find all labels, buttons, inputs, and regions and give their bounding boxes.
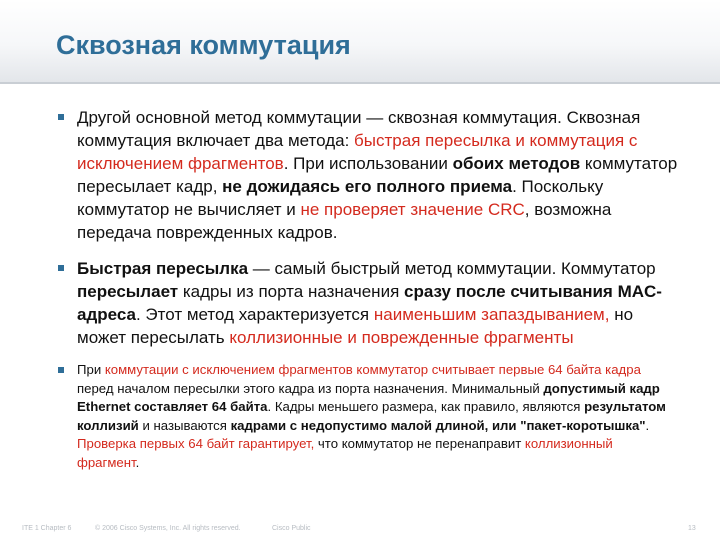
emphasis-text: обоих методов: [452, 154, 581, 173]
body-text: — самый быстрый метод коммутации. Коммутатор: [248, 259, 656, 278]
body-text: коммутатор пересылает кадр,: [77, 154, 678, 196]
bullet-fast-forward: [58, 257, 678, 349]
body-text: Другой основной метод коммутации — сквозная коммутация. Сквозная коммутация включает два метода:: [77, 108, 641, 150]
body-text: . При использовании: [283, 154, 453, 173]
bullet-square-icon: [58, 265, 64, 271]
highlight-text: коллизионный фрагмент: [77, 436, 613, 470]
emphasis-text: кадрами с недопустимо малой длиной, или "пакет-коротышка": [230, 417, 646, 433]
footer-page-number: 13: [688, 525, 696, 532]
footer-classification: Cisco Public: [272, 525, 311, 532]
bullet-square-icon: [58, 367, 64, 373]
highlight-text: коллизионные и поврежденные фрагменты: [229, 328, 574, 347]
body-text: но может пересылать: [77, 305, 634, 347]
highlight-text: коммутации с исключением фрагментов коммутатор считывает первые 64 байта кадра: [104, 362, 641, 377]
highlight-text: наименьшим запаздыванием,: [373, 305, 610, 324]
highlight-text: Проверка первых 64 байт гарантирует,: [77, 436, 315, 451]
bullet-square-icon: [58, 114, 64, 120]
footer-course: ITE 1 Chapter 6: [22, 525, 72, 532]
emphasis-text: сразу после считывания MAC-адреса: [77, 282, 662, 324]
bullet-text: [77, 108, 677, 242]
slide-content: [58, 106, 678, 472]
highlight-text: не проверяет значение CRC: [300, 200, 525, 219]
body-text: . Кадры меньшего размера, как правило, являются: [267, 399, 585, 414]
emphasis-text: Быстрая пересылка: [77, 259, 249, 278]
emphasis-text: пересылает: [77, 282, 179, 301]
title-bar: [0, 0, 720, 82]
title-divider: [0, 82, 720, 84]
body-text: . Этот метод характеризуется: [135, 305, 374, 324]
emphasis-text: результатом коллизий: [77, 399, 666, 433]
emphasis-text: допустимый кадр Ethernet составляет 64 байта: [77, 380, 660, 414]
body-text: .: [135, 454, 140, 470]
footer-copyright: © 2006 Cisco Systems, Inc. All rights reserved.: [95, 525, 241, 532]
bullet-cut-through: [58, 106, 678, 244]
body-text: перед началом пересылки этого кадра из порта назначения. Минимальный: [77, 380, 544, 396]
emphasis-text: не дожидаясь его полного приема: [222, 177, 513, 196]
body-text: , возможна передача поврежденных кадров.: [77, 200, 612, 242]
bullet-text: [77, 362, 666, 470]
highlight-text: быстрая пересылка и коммутация с исключением фрагментов: [77, 131, 638, 173]
bullet-fragment-free: [58, 361, 678, 472]
body-text: .: [645, 417, 650, 433]
slide-title: Сквозная коммутация: [56, 30, 351, 60]
body-text: что коммутатор не перенаправит: [314, 436, 525, 451]
bullet-text: [77, 259, 662, 347]
body-text: и называются: [138, 417, 231, 433]
body-text: кадры из порта назначения: [178, 282, 404, 301]
body-text: . Поскольку коммутатор не вычисляет и: [77, 177, 604, 219]
body-text: При: [77, 362, 105, 377]
